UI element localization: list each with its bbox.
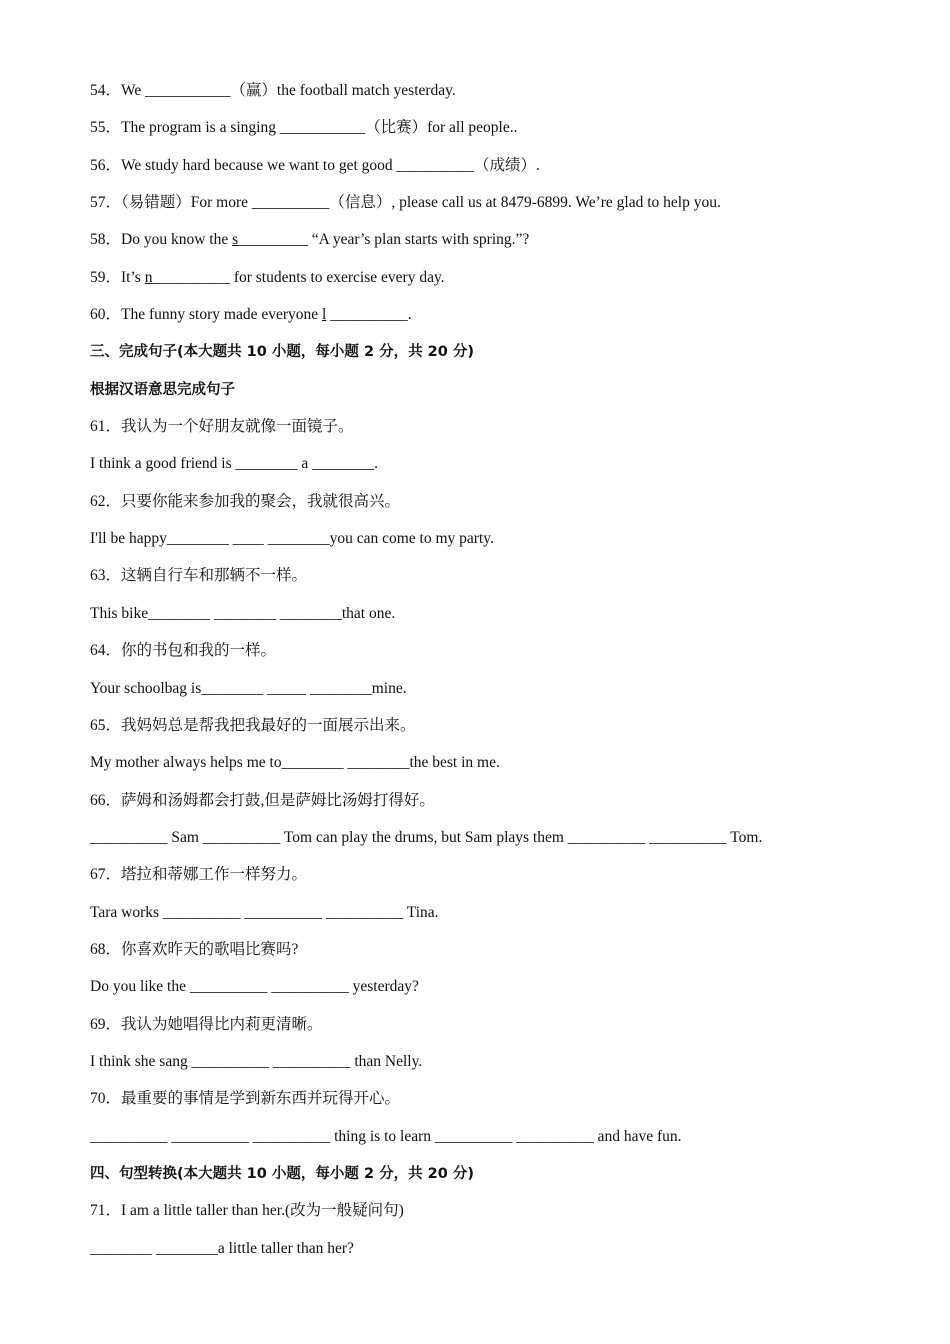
- question-68-prompt: 68．你喜欢昨天的歌唱比赛吗?: [90, 940, 299, 958]
- question-61-prompt: 61．我认为一个好朋友就像一面镜子。: [90, 418, 354, 436]
- question-64-sentence: Your schoolbag is________ _____ ________mine.: [90, 679, 407, 697]
- question-text: 58．Do you know the: [90, 231, 233, 249]
- question-67-sentence: Tara works __________ __________ __________ Tina.: [90, 903, 439, 921]
- question-text: __________.: [326, 306, 412, 324]
- question-70-prompt: 70．最重要的事情是学到新东西并玩得开心。: [90, 1090, 401, 1108]
- question-66-prompt: 66．萨姆和汤姆都会打鼓,但是萨姆比汤姆打得好。: [90, 791, 435, 809]
- question-58: [90, 227, 870, 264]
- question-text: _________ “A year’s plan starts with spring.”?: [238, 231, 530, 249]
- question-63-prompt: 63．这辆自行车和那辆不一样。: [90, 567, 308, 585]
- hint-letter: l: [322, 306, 327, 324]
- question-60: [90, 302, 870, 339]
- question-67-prompt: 67．塔拉和蒂娜工作一样努力。: [90, 866, 308, 884]
- question-63-sentence: This bike________ ________ ________that one.: [90, 604, 396, 622]
- question-59: [90, 265, 870, 302]
- question-56: 56．We study hard because we want to get good __________（成绩）.: [90, 156, 540, 174]
- question-61-sentence: I think a good friend is ________ a ________.: [90, 455, 379, 473]
- question-62-prompt: 62．只要你能来参加我的聚会，我就很高兴。: [90, 492, 401, 510]
- section-heading-4: 四、句型转换(本大题共 10 小题，每小题 2 分，共 20 分): [90, 1165, 474, 1182]
- question-text: 59．It’s: [90, 268, 145, 286]
- question-text: 60．The funny story made everyone: [90, 306, 323, 324]
- question-69-sentence: I think she sang __________ __________ than Nelly.: [90, 1052, 423, 1070]
- hint-letter: n: [144, 268, 153, 286]
- question-65-sentence: My mother always helps me to________ ________the best in me.: [90, 754, 500, 772]
- question-54: 54．We ___________（赢）the football match yesterday.: [90, 82, 456, 99]
- question-65-prompt: 65．我妈妈总是帮我把我最好的一面展示出来。: [90, 716, 416, 734]
- section-instruction: 根据汉语意思完成句子: [90, 381, 235, 398]
- question-55: 55．The program is a singing ___________（比赛）for all people..: [90, 119, 518, 137]
- question-64-prompt: 64．你的书包和我的一样。: [90, 642, 277, 660]
- question-66-sentence: __________ Sam __________ Tom can play the drums, but Sam plays them __________ __________ Tom.: [90, 828, 763, 846]
- question-69-prompt: 69．我认为她唱得比内莉更清晰。: [90, 1015, 323, 1033]
- worksheet-page: [90, 78, 870, 1273]
- question-text: __________ for students to exercise every day.: [152, 268, 445, 286]
- question-68-sentence: Do you like the __________ __________ yesterday?: [90, 978, 419, 996]
- question-70-sentence: __________ __________ __________ thing is to learn __________ __________ and have fun.: [90, 1127, 682, 1145]
- question-71-sentence: ________ ________a little taller than her?: [90, 1239, 354, 1257]
- question-57: 57．（易错题）For more __________（信息）, please call us at 8479-6899. We’re glad to help you.: [90, 194, 721, 212]
- hint-letter: s: [232, 231, 239, 249]
- question-71-prompt: 71．I am a little taller than her.(改为一般疑问句): [90, 1202, 404, 1220]
- question-62-sentence: I'll be happy________ ____ ________you can come to my party.: [90, 530, 494, 548]
- section-heading-3: 三、完成句子(本大题共 10 小题，每小题 2 分，共 20 分): [90, 344, 474, 361]
